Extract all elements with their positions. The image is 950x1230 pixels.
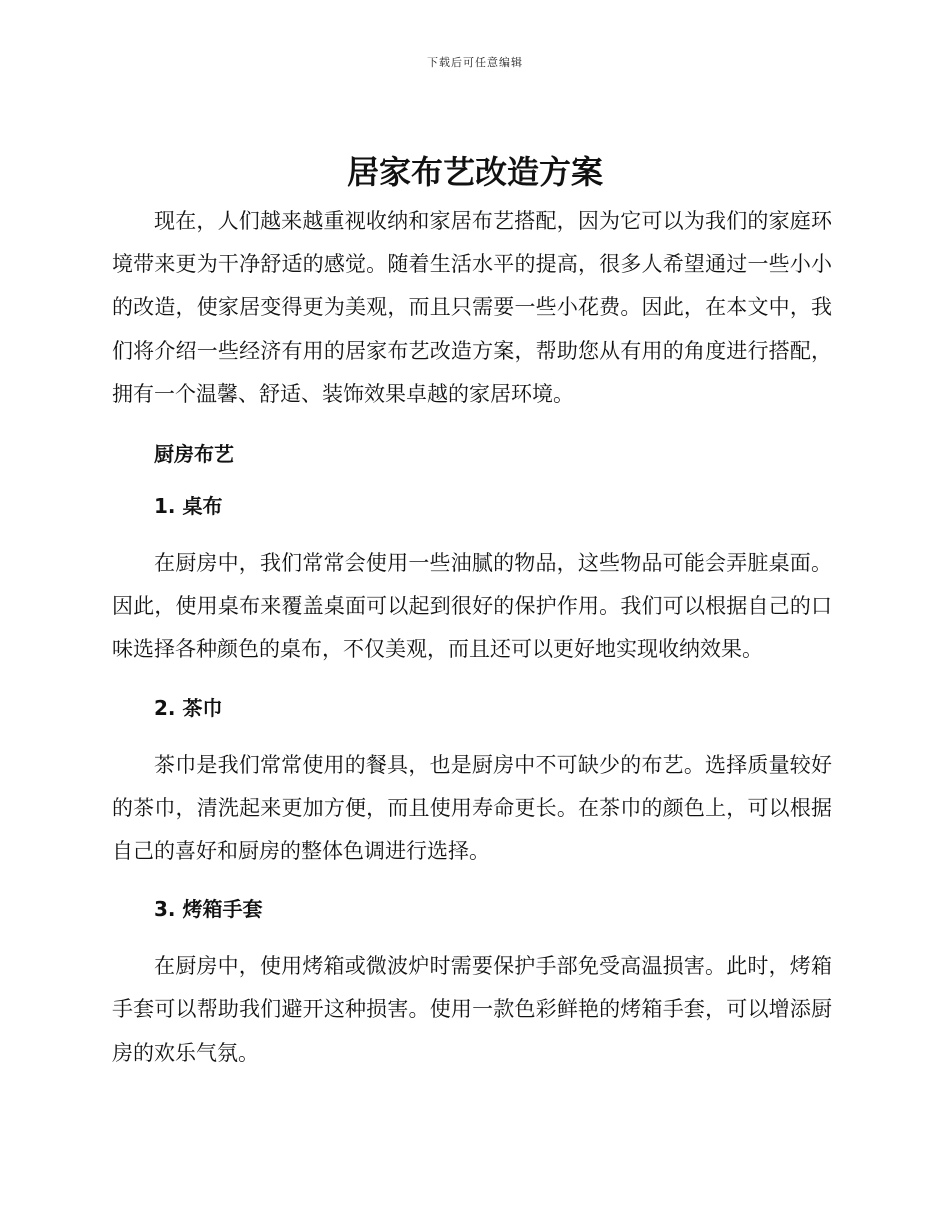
item-heading-tablecloth: 1. 桌布 (154, 494, 223, 519)
item-text-oven-mitt: 在厨房中，使用烤箱或微波炉时需要保护手部免受高温损害。此时，烤箱手套可以帮助我们避开这种损害。使用一款色彩鲜艳的烤箱手套，可以增添厨房的欢乐气氛。 (112, 954, 832, 1065)
item-text-tea-towel: 茶巾是我们常常使用的餐具，也是厨房中不可缺少的布艺。选择质量较好的茶巾，清洗起来更加方便，而且使用寿命更长。在茶巾的颜色上，可以根据自己的喜好和厨房的整体色调进行选择。 (112, 752, 832, 864)
document-title: 居家布艺改造方案 (346, 153, 603, 191)
document-body (112, 200, 832, 1075)
item-text-tablecloth: 在厨房中，我们常常会使用一些油腻的物品，这些物品可能会弄脏桌面。因此，使用桌布来覆盖桌面可以起到很好的保护作用。我们可以根据自己的口味选择各种颜色的桌布，不仅美观，而且还可以更好地实现收纳效果。 (112, 551, 832, 662)
intro-paragraph: 现在，人们越来越重视收纳和家居布艺搭配，因为它可以为我们的家庭环境带来更为干净舒适的感觉。随着生活水平的提高，很多人希望通过一些小小的改造，使家居变得更为美观，而且只需要一些小花费。因此，在本文中，我们将介绍一些经济有用的居家布艺改造方案，帮助您从有用的角度进行搭配，拥有一个温馨、舒适、装饰效果卓越的家居环境。 (112, 209, 832, 406)
item-heading-oven-mitt: 3. 烤箱手套 (154, 897, 263, 922)
section-heading-kitchen: 厨房布艺 (154, 442, 234, 467)
item-heading-tea-towel: 2. 茶巾 (154, 695, 223, 720)
page-header-note: 下载后可任意编辑 (427, 56, 523, 69)
